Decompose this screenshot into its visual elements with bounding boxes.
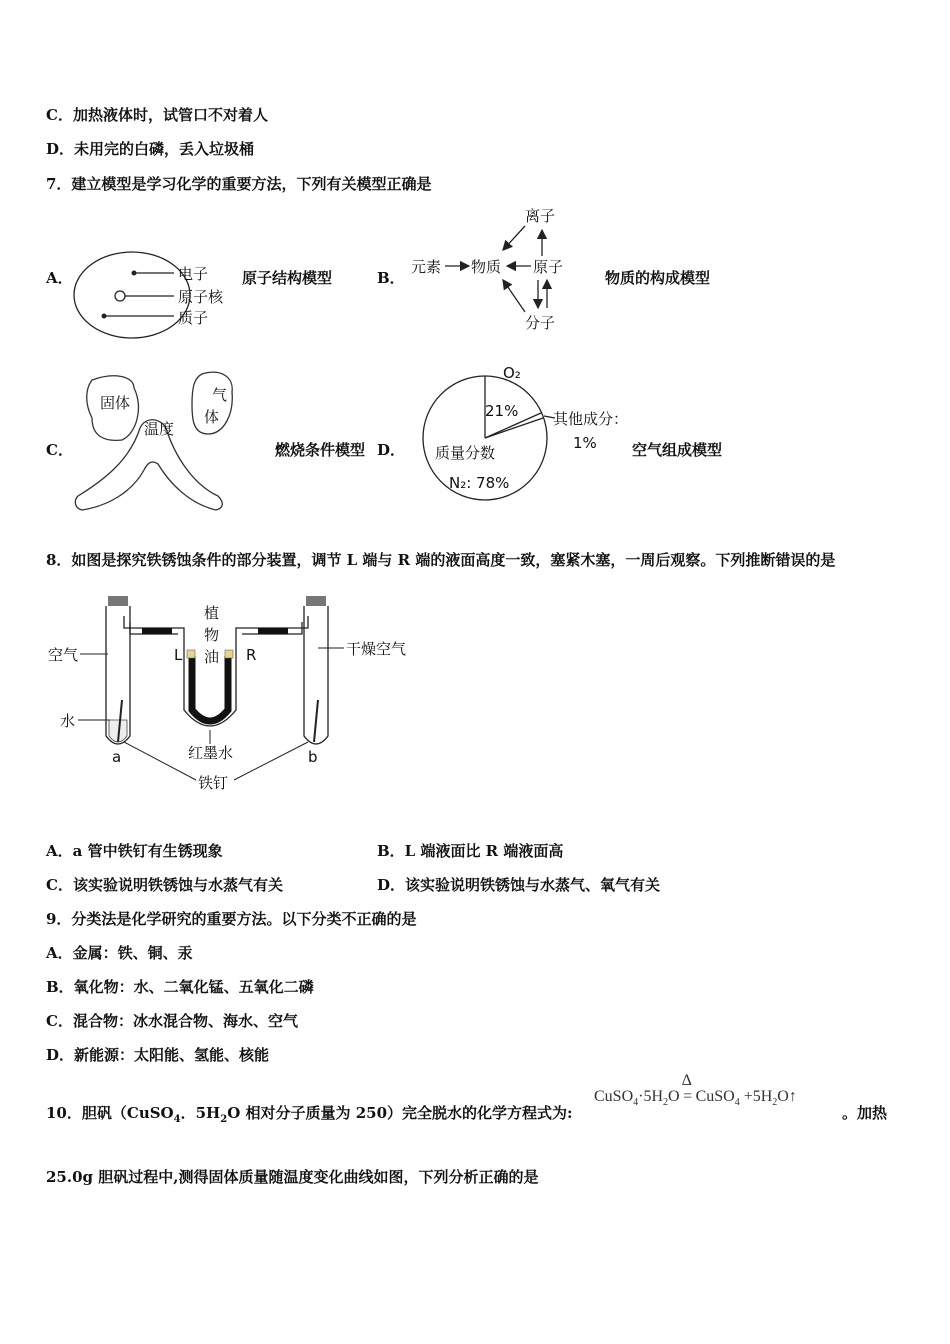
- q9-option-a: A．金属：铁、铜、汞: [46, 944, 193, 962]
- label-gas-1: 气: [212, 386, 228, 404]
- label-nail: 铁钉: [198, 774, 229, 792]
- option-d-prev: D．未用完的白磷，丢入垃圾桶: [46, 140, 255, 158]
- label-atom: 原子: [533, 258, 564, 276]
- label-oil-1: 植: [204, 604, 220, 622]
- air-composition-pie: [415, 360, 645, 510]
- label-gas-2: 体: [204, 408, 220, 426]
- q7-a-letter: A．: [46, 269, 73, 287]
- label-red-ink: 红墨水: [188, 744, 234, 762]
- q7-c-letter: C．: [46, 441, 73, 459]
- label-R: R: [246, 646, 257, 664]
- label-oil-3: 油: [204, 648, 220, 666]
- delta-symbol: Δ: [681, 1072, 692, 1089]
- label-o2: O₂: [503, 364, 521, 382]
- question-7: 7．建立模型是学习化学的重要方法，下列有关模型正确是: [46, 175, 432, 193]
- label-ion: 离子: [525, 207, 556, 225]
- q7-c-caption: 燃烧条件模型: [275, 441, 366, 459]
- label-electron: 电子: [178, 265, 209, 283]
- label-other: 其他成分：: [553, 410, 629, 428]
- question-8: 8．如图是探究铁锈蚀条件的部分装置，调节 L 端与 R 端的液面高度一致，塞紧木塞，一周后观察。下列推断错误的是: [46, 551, 836, 569]
- atom-model-diagram: [70, 248, 250, 343]
- label-L: L: [174, 646, 183, 664]
- q7-d-caption: 空气组成模型: [632, 441, 723, 459]
- q7-a-caption: 原子结构模型: [242, 269, 333, 287]
- label-molecule: 分子: [525, 314, 556, 332]
- option-c-prev: C．加热液体时，试管口不对着人: [46, 106, 268, 124]
- question-10: 10．胆矾（CuSO$_4$．$5H_2O$ 相对分子质量为 250）完全脱水的化学方程式为:: [46, 1104, 573, 1125]
- label-nucleus: 原子核: [178, 288, 224, 306]
- label-o2-percent: 21%: [485, 402, 519, 420]
- iron-rust-apparatus: [46, 592, 436, 802]
- label-other-percent: 1%: [573, 434, 597, 452]
- combustion-model-diagram: [74, 368, 244, 516]
- q8-option-c: C．该实验说明铁锈蚀与水蒸气有关: [46, 876, 283, 894]
- label-element: 元素: [411, 258, 442, 276]
- dehydration-equation: $CuSO_4\cdot 5H_2O$ Δ = CuSO$_4$ $+5H_2O↑$: [594, 1072, 797, 1109]
- label-substance: 物质: [471, 258, 502, 276]
- label-temp: 温度: [144, 420, 175, 438]
- label-n2: N₂: 78%: [449, 474, 510, 492]
- q9-option-d: D．新能源：太阳能、氢能、核能: [46, 1046, 270, 1064]
- q9-option-b: B．氧化物：水、二氧化锰、五氧化二磷: [46, 978, 314, 996]
- q7-b-caption: 物质的构成模型: [605, 269, 711, 287]
- label-air: 空气: [48, 646, 79, 664]
- q8-option-d: D．该实验说明铁锈蚀与水蒸气、氧气有关: [377, 876, 661, 894]
- label-a: a: [112, 748, 122, 766]
- label-dry-air: 干燥空气: [346, 640, 407, 658]
- question-10-line2: 25.0g 胆矾过程中,测得固体质量随温度变化曲线如图，下列分析正确的是: [46, 1168, 539, 1186]
- label-mass-fraction: 质量分数: [435, 444, 496, 462]
- question-9: 9．分类法是化学研究的重要方法。以下分类不正确的是: [46, 910, 417, 928]
- label-water: 水: [60, 712, 76, 730]
- substance-model-diagram: [405, 200, 585, 338]
- q8-option-a: A．a 管中铁钉有生锈现象: [46, 842, 223, 860]
- label-solid-1: 固体: [100, 394, 131, 412]
- q8-option-b: B．L 端液面比 R 端液面高: [377, 842, 564, 860]
- label-oil-2: 物: [204, 626, 220, 644]
- q10-tail: 。加热: [842, 1104, 888, 1122]
- q9-option-c: C．混合物：冰水混合物、海水、空气: [46, 1012, 298, 1030]
- label-proton: 质子: [178, 309, 209, 327]
- q7-d-letter: D．: [377, 441, 406, 459]
- label-b: b: [308, 748, 318, 766]
- q7-b-letter: B．: [377, 269, 405, 287]
